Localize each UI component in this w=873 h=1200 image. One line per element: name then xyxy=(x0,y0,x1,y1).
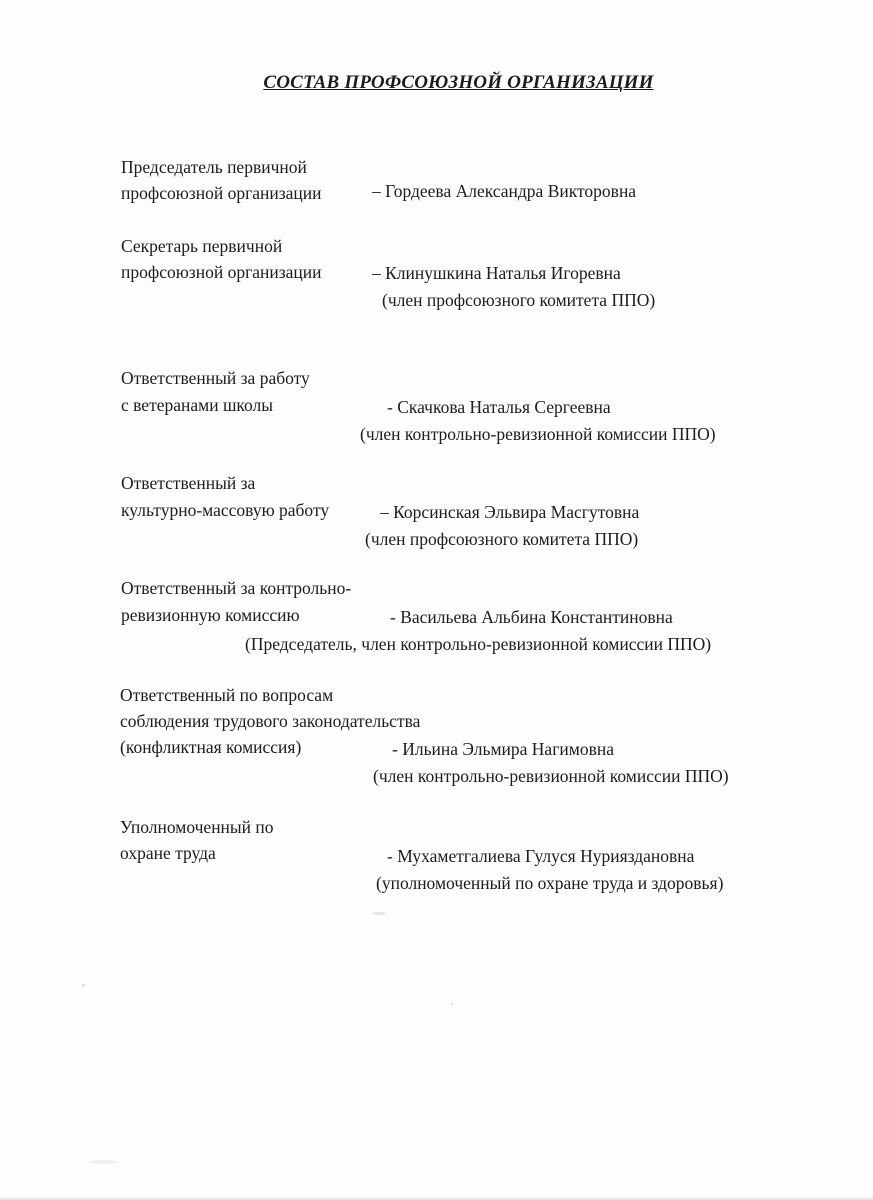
entry-1-person: – Клинушкина Наталья Игоревна xyxy=(372,263,621,283)
entry-6-note: (уполномоченный по охране труда и здоровья) xyxy=(376,873,724,893)
entry-5-role-line-2: (конфликтная комиссия) xyxy=(120,737,302,757)
entry-6-person: - Мухаметгалиева Гулуся Нурияздановна xyxy=(387,846,695,866)
entry-1-note: (член профсоюзного комитета ППО) xyxy=(382,290,656,310)
entry-4-person: - Васильева Альбина Константиновна xyxy=(390,607,673,627)
entry-3-person: – Корсинская Эльвира Масгутовна xyxy=(380,502,640,522)
scan-speck xyxy=(372,912,386,915)
entry-6-role-line-0: Уполномоченный по xyxy=(120,817,274,837)
entry-6-role-line-1: охране труда xyxy=(120,843,216,863)
entry-5-role-line-0: Ответственный по вопросам xyxy=(120,685,334,705)
entry-3-role-line-0: Ответственный за xyxy=(121,473,256,493)
entry-3-note: (член профсоюзного комитета ППО) xyxy=(365,529,639,549)
scan-speck xyxy=(88,1160,118,1164)
entry-2-role-line-1: с ветеранами школы xyxy=(121,395,274,415)
scan-speck xyxy=(82,984,85,987)
entry-2-role-line-0: Ответственный за работу xyxy=(121,368,310,388)
document-title: СОСТАВ ПРОФСОЮЗНОЙ ОРГАНИЗАЦИИ xyxy=(263,72,654,93)
entry-4-role-line-0: Ответственный за контрольно- xyxy=(121,578,352,598)
entry-5-role-line-1: соблюдения трудового законодательства xyxy=(120,711,421,731)
entry-1-role-line-1: профсоюзной организации xyxy=(121,262,322,282)
entry-0-person: – Гордеева Александра Викторовна xyxy=(372,181,637,201)
entry-2-note: (член контрольно-ревизионной комиссии ППО) xyxy=(360,424,716,444)
entry-4-note: (Председатель, член контрольно-ревизионной комиссии ППО) xyxy=(245,634,712,654)
entry-0-role-line-1: профсоюзной организации xyxy=(121,183,322,203)
entry-4-role-line-1: ревизионную комиссию xyxy=(121,605,300,625)
entry-2-person: - Скачкова Наталья Сергеевна xyxy=(387,397,611,417)
entry-5-note: (член контрольно-ревизионной комиссии ППО) xyxy=(373,766,729,786)
entry-0-role-line-0: Председатель первичной xyxy=(121,157,307,177)
entry-5-person: - Ильина Эльмира Нагимовна xyxy=(392,739,614,759)
scan-edge-shadow xyxy=(0,1196,873,1200)
entry-1-role-line-0: Секретарь первичной xyxy=(121,236,283,256)
scan-speck xyxy=(451,1003,453,1005)
entry-3-role-line-1: культурно-массовую работу xyxy=(121,500,330,520)
